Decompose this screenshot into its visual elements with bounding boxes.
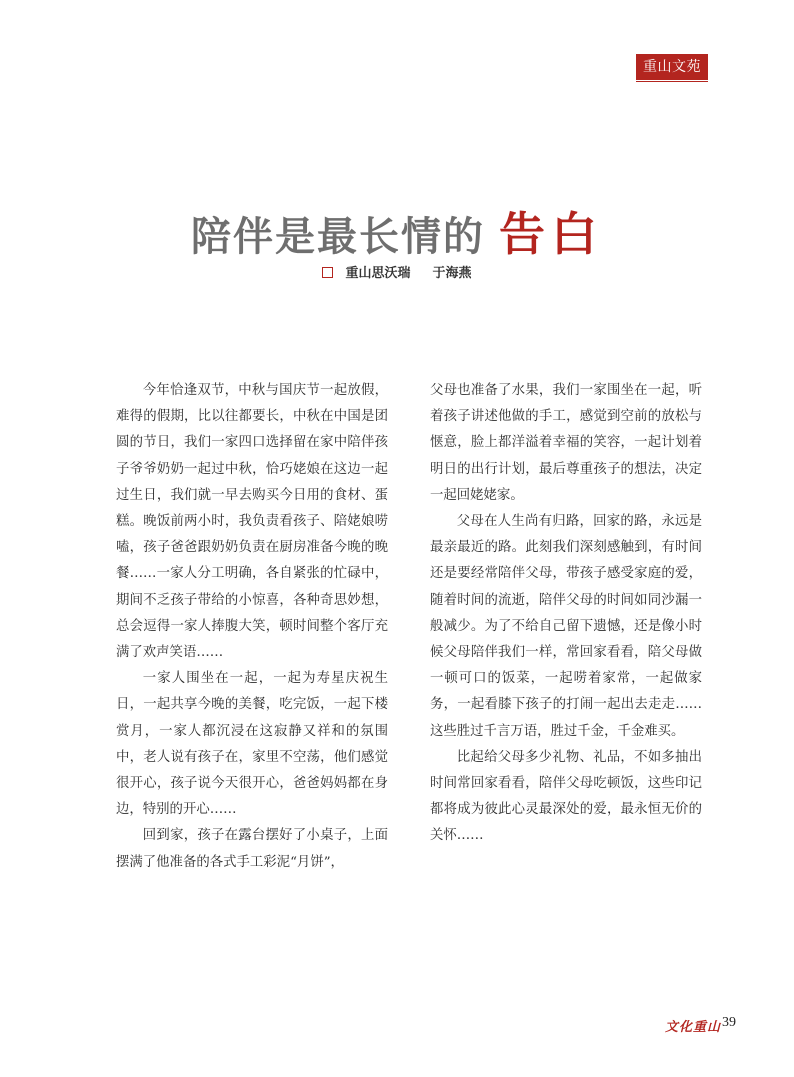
right-column <box>430 378 702 850</box>
paragraph: 父母在人生尚有归路，回家的路，永远是最亲最近的路。此刻我们深刻感触到，有时间还是要经常陪伴父母，带孩子感受家庭的爱，随着时间的流逝，陪伴父母的时间如同沙漏一般减少。为了不给自己留下遗憾，还是像小时候父母陪伴我们一样，常回家看看，陪父母做一顿可口的饭菜，一起唠着家常，一起做家务，一起看膝下孩子的打闹一起出去走走……这些胜过千言万语，胜过千金，千金难买。 <box>430 514 702 739</box>
title-accent: 告白 <box>499 207 603 261</box>
author-box-icon <box>322 267 333 278</box>
paragraph: 一家人围坐在一起，一起为寿星庆祝生日，一起共享今晚的美餐，吃完饭，一起下楼赏月，一家人都沉浸在这寂静又祥和的氛围中，老人说有孩子在，家里不空荡，他们感觉很开心，孩子说今天很开心，爸爸妈妈都在身边，特别的开心…… <box>116 671 388 818</box>
page-number: 39 <box>722 1015 736 1030</box>
author-line <box>0 262 794 281</box>
footer-logo: 文化重山 <box>665 1020 722 1035</box>
section-tag: 重山文苑 <box>636 54 708 80</box>
paragraph: 父母也准备了水果，我们一家围坐在一起，听着孩子讲述他做的手工，感觉到空前的放松与惬意，脸上都洋溢着幸福的笑容，一起计划着明日的出行计划，最后尊重孩子的想法，决定一起回姥姥家。 <box>430 383 702 503</box>
paragraph: 比起给父母多少礼物、礼品，不如多抽出时间常回家看看，陪伴父母吃顿饭，这些印记都将成为彼此心灵最深处的爱，最永恒无价的关怀…… <box>430 749 702 844</box>
title-main: 陪伴是最长情的 <box>191 213 485 260</box>
paragraph: 今年恰逢双节，中秋与国庆节一起放假，难得的假期，比以往都要长，中秋在中国是团圆的节日，我们一家四口选择留在家中陪伴孩子爷爷奶奶一起过中秋，恰巧姥娘在这边一起过生日，我们就一早去购买今日用的食材、蛋糕。晚饭前两小时，我负责看孩子、陪姥娘唠嗑，孩子爸爸跟奶奶负责在厨房准备今晚的晚餐……一家人分工明确，各自紧张的忙碌中，期间不乏孩子带给的小惊喜，各种奇思妙想，总会逗得一家人捧腹大笑，顿时间整个客厅充满了欢声笑语…… <box>116 383 388 661</box>
paragraph: 回到家，孩子在露台摆好了小桌子，上面摆满了他准备的各式手工彩泥“月饼”， <box>116 828 388 870</box>
author-name: 于海燕 <box>432 266 472 281</box>
article-title <box>0 198 794 264</box>
section-tag-rule <box>636 81 708 82</box>
author-unit: 重山思沃瑞 <box>345 266 411 281</box>
left-column <box>116 378 388 876</box>
